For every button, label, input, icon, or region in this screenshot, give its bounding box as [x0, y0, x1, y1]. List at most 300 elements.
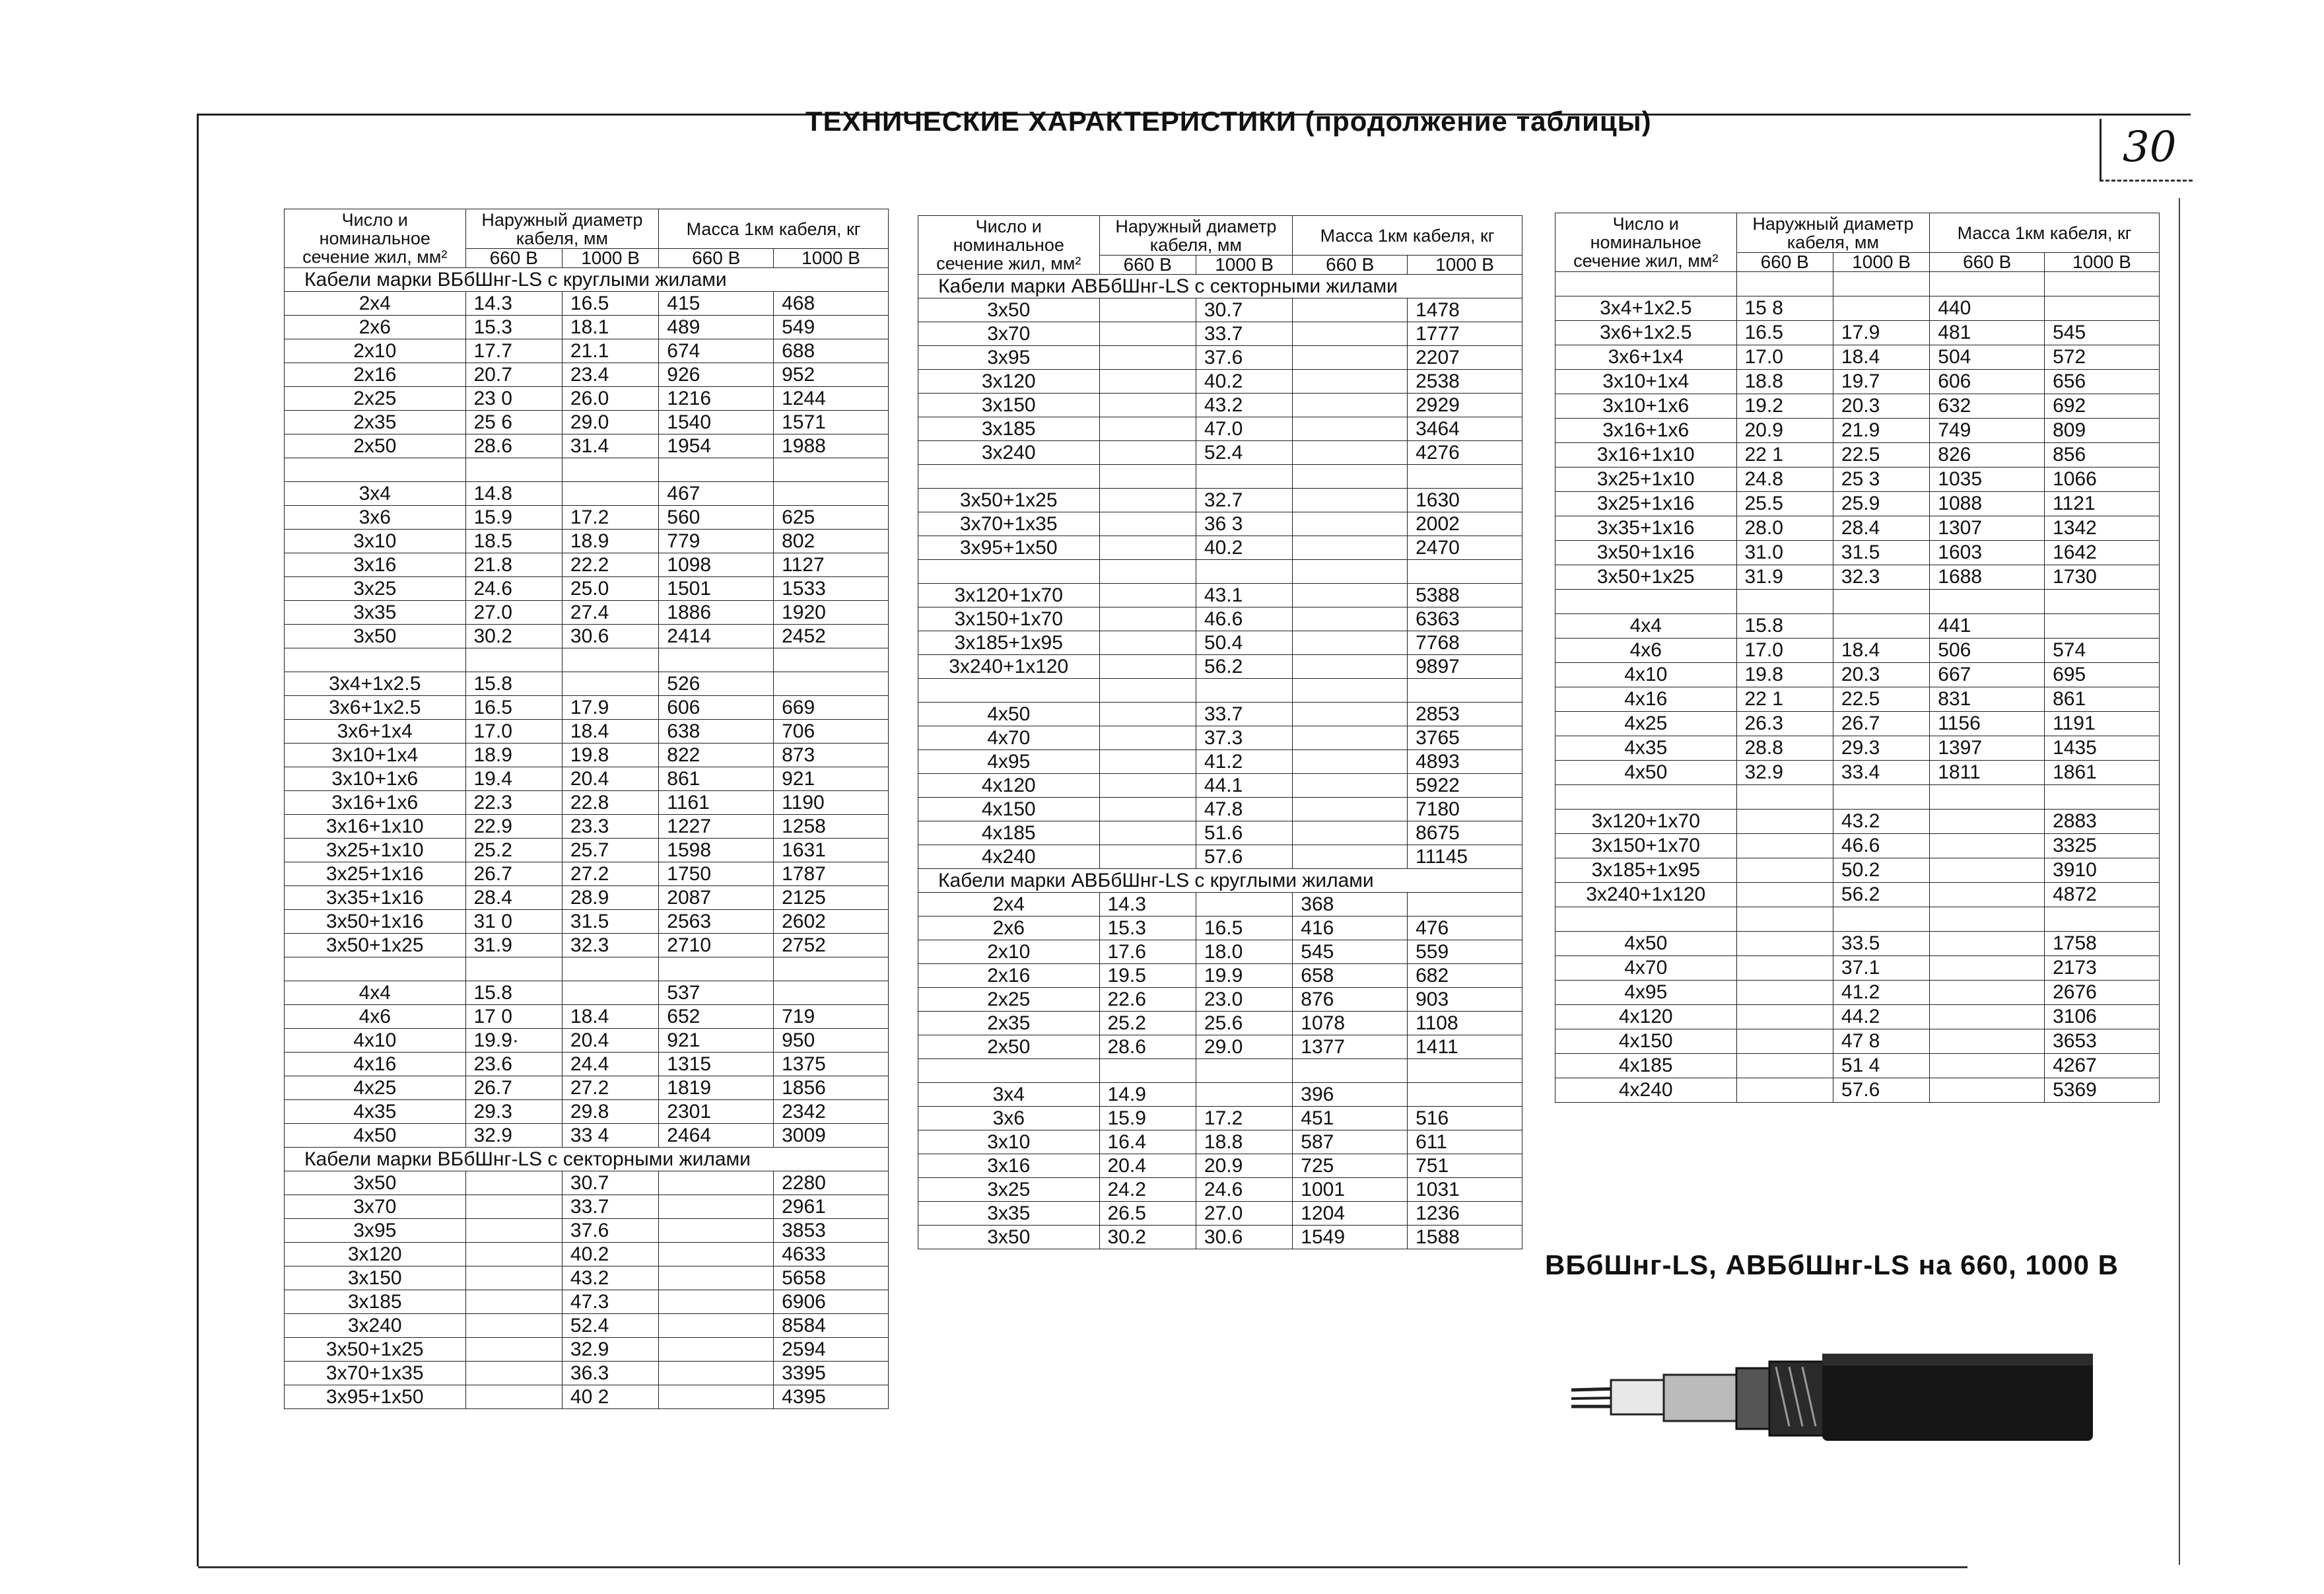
mass-1000-cell: 692: [2045, 394, 2160, 419]
cores-cell: 4x240: [918, 845, 1100, 869]
mass-660-cell: 545: [1293, 940, 1408, 964]
mass-660-cell: 1819: [659, 1076, 774, 1100]
table-row: [918, 298, 1522, 322]
cores-cell: 4x70: [1555, 956, 1737, 981]
mass-1000-cell: [2045, 614, 2160, 639]
table-row: [285, 1076, 889, 1100]
mass-660-cell: [1930, 907, 2045, 932]
diameter-660-cell: 17 0: [465, 1005, 562, 1029]
table-row: [285, 411, 889, 434]
mass-660-cell: 1501: [659, 577, 774, 601]
diameter-1000-cell: 25.9: [1833, 492, 1929, 516]
table-row: [1555, 516, 2160, 541]
mass-1000-cell: 2853: [1408, 703, 1522, 726]
diameter-660-cell: [1099, 322, 1196, 346]
diameter-1000-cell: 22.5: [1833, 687, 1929, 712]
mass-1000-cell: 809: [2045, 419, 2160, 443]
diameter-1000-cell: 17.9: [562, 696, 658, 720]
cores-cell: 2x6: [285, 316, 466, 339]
diameter-660-cell: 31.0: [1736, 541, 1833, 565]
diameter-1000-cell: 43.2: [1196, 394, 1292, 417]
table-row: [1555, 761, 2160, 785]
table-row: [1555, 932, 2160, 956]
mass-660-cell: 1315: [659, 1053, 774, 1076]
mass-660-cell: 1549: [1293, 1226, 1408, 1249]
header-voltage-660: 660 В: [659, 249, 774, 268]
diameter-1000-cell: 18.9: [562, 530, 658, 553]
mass-1000-cell: 4633: [774, 1243, 889, 1266]
diameter-660-cell: 22.3: [465, 791, 562, 815]
mass-660-cell: [1293, 1059, 1408, 1083]
table-row: [285, 862, 889, 886]
mass-660-cell: 1397: [1930, 736, 2045, 761]
mass-1000-cell: 751: [1408, 1154, 1522, 1178]
diameter-1000-cell: [1833, 614, 1929, 639]
mass-1000-cell: 574: [2045, 639, 2160, 663]
header-voltage-1000: 1000 В: [1196, 256, 1292, 275]
spec-table-left: [284, 209, 889, 1409]
mass-1000-cell: [774, 981, 889, 1005]
mass-660-cell: [659, 1195, 774, 1219]
cores-cell: 3x185: [918, 417, 1100, 441]
mass-660-cell: 2710: [659, 934, 774, 957]
mass-1000-cell: 572: [2045, 345, 2160, 370]
table-row: [918, 1154, 1522, 1178]
mass-660-cell: 1078: [1293, 1012, 1408, 1035]
cores-cell: [285, 458, 466, 482]
diameter-660-cell: 26.3: [1736, 712, 1833, 736]
diameter-660-cell: 23.6: [465, 1053, 562, 1076]
table-row: [918, 1083, 1522, 1107]
mass-660-cell: [1293, 298, 1408, 322]
mass-1000-cell: 9897: [1408, 655, 1522, 679]
table-row: [918, 1178, 1522, 1202]
mass-1000-cell: [1408, 679, 1522, 703]
table-row: [918, 655, 1522, 679]
diameter-660-cell: [465, 1338, 562, 1362]
table-row: [918, 512, 1522, 536]
diameter-1000-cell: 23.4: [562, 363, 658, 387]
mass-660-cell: [1293, 417, 1408, 441]
mass-660-cell: [1293, 703, 1408, 726]
mass-660-cell: 2563: [659, 910, 774, 934]
cores-cell: 3x4: [285, 482, 466, 506]
mass-660-cell: [659, 957, 774, 981]
diameter-660-cell: 19.5: [1099, 964, 1196, 988]
mass-660-cell: 779: [659, 530, 774, 553]
cores-cell: 4x35: [285, 1100, 466, 1124]
header-outer-diameter: Наружный диаметр кабеля, мм: [465, 209, 659, 249]
diameter-1000-cell: 29.8: [562, 1100, 658, 1124]
mass-1000-cell: 1642: [2045, 541, 2160, 565]
table-row: [918, 679, 1522, 703]
table-row: [285, 1171, 889, 1195]
mass-660-cell: 638: [659, 720, 774, 744]
header-voltage-660: 660 В: [1930, 253, 2045, 272]
diameter-660-cell: 20.4: [1099, 1154, 1196, 1178]
mass-660-cell: 441: [1930, 614, 2045, 639]
diameter-660-cell: 18.5: [465, 530, 562, 553]
cores-cell: 2x10: [918, 940, 1100, 964]
diameter-1000-cell: 47 8: [1833, 1029, 1929, 1054]
diameter-660-cell: [1736, 932, 1833, 956]
diameter-1000-cell: 46.6: [1833, 834, 1929, 858]
diameter-1000-cell: 33.4: [1833, 761, 1929, 785]
diameter-660-cell: 31.9: [465, 934, 562, 957]
diameter-1000-cell: 29.0: [1196, 1035, 1292, 1059]
cores-cell: 2x16: [918, 964, 1100, 988]
table-row: [285, 1362, 889, 1385]
mass-1000-cell: 3009: [774, 1124, 889, 1148]
mass-660-cell: 1001: [1293, 1178, 1408, 1202]
mass-1000-cell: 625: [774, 506, 889, 530]
mass-660-cell: [659, 648, 774, 672]
diameter-1000-cell: 28.9: [562, 886, 658, 910]
diameter-660-cell: [1736, 834, 1833, 858]
cores-cell: 3x10+1x4: [1555, 370, 1737, 394]
cores-cell: 4x50: [285, 1124, 466, 1148]
cores-cell: [918, 465, 1100, 489]
mass-1000-cell: 1777: [1408, 322, 1522, 346]
cores-cell: [918, 1059, 1100, 1083]
table-row: [285, 1266, 889, 1290]
page-title: ТЕХНИЧЕСКИЕ ХАРАКТЕРИСТИКИ (продолжение таблицы): [805, 106, 1652, 137]
cores-cell: 3x35: [918, 1202, 1100, 1226]
cores-cell: 2x35: [918, 1012, 1100, 1035]
cores-cell: 4x120: [918, 774, 1100, 798]
cores-cell: 4x16: [1555, 687, 1737, 712]
diameter-1000-cell: 47.0: [1196, 417, 1292, 441]
table-row: [918, 1226, 1522, 1249]
table-row: [918, 845, 1522, 869]
diameter-660-cell: [1099, 703, 1196, 726]
mass-660-cell: 606: [1930, 370, 2045, 394]
cores-cell: 3x70+1x35: [285, 1362, 466, 1385]
mass-1000-cell: 468: [774, 292, 889, 316]
cores-cell: 3x50+1x25: [285, 1338, 466, 1362]
mass-1000-cell: [774, 672, 889, 696]
diameter-660-cell: [465, 957, 562, 981]
mass-1000-cell: 1190: [774, 791, 889, 815]
mass-1000-cell: 1121: [2045, 492, 2160, 516]
mass-660-cell: 416: [1293, 917, 1408, 940]
mass-1000-cell: [774, 458, 889, 482]
cores-cell: 4x95: [1555, 981, 1737, 1005]
mass-1000-cell: 873: [774, 744, 889, 767]
mass-1000-cell: 1631: [774, 839, 889, 862]
diameter-660-cell: 17.0: [465, 720, 562, 744]
mass-1000-cell: 2280: [774, 1171, 889, 1195]
mass-1000-cell: 688: [774, 339, 889, 363]
table-row: [918, 1012, 1522, 1035]
diameter-1000-cell: 17.9: [1833, 321, 1929, 345]
diameter-660-cell: [465, 1385, 562, 1409]
cores-cell: 4x35: [1555, 736, 1737, 761]
table-row: [285, 625, 889, 648]
table-row: [918, 1130, 1522, 1154]
diameter-660-cell: [465, 648, 562, 672]
mass-1000-cell: 2002: [1408, 512, 1522, 536]
diameter-660-cell: 17.0: [1736, 639, 1833, 663]
diameter-660-cell: 22 1: [1736, 687, 1833, 712]
diameter-660-cell: 17.0: [1736, 345, 1833, 370]
diameter-1000-cell: 33.7: [1196, 322, 1292, 346]
mass-660-cell: 2464: [659, 1124, 774, 1148]
table-row: [918, 1202, 1522, 1226]
mass-660-cell: 921: [659, 1029, 774, 1053]
diameter-660-cell: 15 8: [1736, 296, 1833, 321]
cores-cell: 3x6+1x2.5: [285, 696, 466, 720]
mass-1000-cell: 921: [774, 767, 889, 791]
mass-1000-cell: 8675: [1408, 821, 1522, 845]
diameter-660-cell: 14.9: [1099, 1083, 1196, 1107]
mass-660-cell: [1930, 1005, 2045, 1029]
mass-660-cell: 1098: [659, 553, 774, 577]
table-row: [918, 441, 1522, 465]
diameter-1000-cell: 50.4: [1196, 631, 1292, 655]
diameter-1000-cell: 24.6: [1196, 1178, 1292, 1202]
mass-1000-cell: 2602: [774, 910, 889, 934]
diameter-660-cell: 19.4: [465, 767, 562, 791]
diameter-660-cell: 28.6: [465, 434, 562, 458]
mass-660-cell: 674: [659, 339, 774, 363]
mass-660-cell: [1293, 441, 1408, 465]
table-row: [918, 893, 1522, 917]
section-heading: Кабели марки ВБбШнг-LS с круглыми жилами: [285, 268, 889, 292]
diameter-660-cell: 24.2: [1099, 1178, 1196, 1202]
cores-cell: 3x4: [918, 1083, 1100, 1107]
diameter-660-cell: [1099, 584, 1196, 607]
diameter-1000-cell: 18.4: [562, 720, 658, 744]
table-row: [285, 1385, 889, 1409]
mass-1000-cell: 682: [1408, 964, 1522, 988]
diameter-1000-cell: 36.3: [562, 1362, 658, 1385]
table-row: [285, 506, 889, 530]
mass-1000-cell: [2045, 590, 2160, 614]
diameter-660-cell: [1736, 810, 1833, 834]
table-row: [285, 767, 889, 791]
mass-1000-cell: 516: [1408, 1107, 1522, 1130]
diameter-660-cell: 19.9·: [465, 1029, 562, 1053]
cores-cell: 2x4: [285, 292, 466, 316]
section-heading: Кабели марки АВБбШнг-LS с круглыми жилами: [918, 869, 1522, 893]
header-cores-section: Число и номинальное сечение жил, мм²: [1555, 213, 1737, 272]
diameter-1000-cell: 32.3: [562, 934, 658, 957]
diameter-1000-cell: 51.6: [1196, 821, 1292, 845]
cores-cell: 3x240+1x120: [918, 655, 1100, 679]
mass-1000-cell: 1375: [774, 1053, 889, 1076]
diameter-660-cell: 30.2: [1099, 1226, 1196, 1249]
header-voltage-1000: 1000 В: [2045, 253, 2160, 272]
mass-1000-cell: 1342: [2045, 516, 2160, 541]
mass-1000-cell: [1408, 465, 1522, 489]
table-row: [285, 339, 889, 363]
cable-illustration: [1571, 1327, 2113, 1453]
diameter-660-cell: [1099, 1059, 1196, 1083]
diameter-1000-cell: 18.4: [562, 1005, 658, 1029]
cores-cell: 3x240: [285, 1314, 466, 1338]
diameter-1000-cell: 21.1: [562, 339, 658, 363]
cores-cell: 3x185+1x95: [1555, 858, 1737, 883]
table-row: [285, 1100, 889, 1124]
diameter-1000-cell: 25.6: [1196, 1012, 1292, 1035]
mass-660-cell: 368: [1293, 893, 1408, 917]
mass-660-cell: 1227: [659, 815, 774, 839]
table-row: [285, 981, 889, 1005]
cores-cell: 2x25: [918, 988, 1100, 1012]
cores-cell: 2x50: [918, 1035, 1100, 1059]
table-row: [1555, 712, 2160, 736]
diameter-1000-cell: 37.6: [1196, 346, 1292, 370]
diameter-660-cell: [465, 458, 562, 482]
table-row: [285, 530, 889, 553]
diameter-1000-cell: 47.3: [562, 1290, 658, 1314]
mass-1000-cell: 952: [774, 363, 889, 387]
cores-cell: [1555, 272, 1737, 296]
diameter-660-cell: [465, 1243, 562, 1266]
mass-1000-cell: 2929: [1408, 394, 1522, 417]
diameter-1000-cell: 21.9: [1833, 419, 1929, 443]
table-row: [1555, 590, 2160, 614]
table-row: [1555, 956, 2160, 981]
mass-1000-cell: 2173: [2045, 956, 2160, 981]
diameter-1000-cell: 33.5: [1833, 932, 1929, 956]
diameter-1000-cell: 20.3: [1833, 394, 1929, 419]
diameter-1000-cell: 20.4: [562, 767, 658, 791]
cores-cell: 3x6+1x2.5: [1555, 321, 1737, 345]
spec-table-middle: [918, 215, 1522, 1249]
cores-cell: 3x6: [285, 506, 466, 530]
header-mass: Масса 1км кабеля, кг: [1293, 216, 1522, 256]
cores-cell: 3x6+1x4: [1555, 345, 1737, 370]
mass-1000-cell: [774, 648, 889, 672]
table-row: [285, 1243, 889, 1266]
diameter-1000-cell: 32.3: [1833, 565, 1929, 590]
mass-660-cell: [659, 1243, 774, 1266]
mass-1000-cell: 706: [774, 720, 889, 744]
table-row: [285, 363, 889, 387]
table-row: [285, 482, 889, 506]
diameter-1000-cell: 18.0: [1196, 940, 1292, 964]
mass-660-cell: [1293, 750, 1408, 774]
table-row: [285, 1338, 889, 1362]
diameter-660-cell: [465, 1266, 562, 1290]
diameter-660-cell: 15.8: [465, 672, 562, 696]
diameter-1000-cell: 18.8: [1196, 1130, 1292, 1154]
mass-1000-cell: 476: [1408, 917, 1522, 940]
mass-660-cell: 481: [1930, 321, 2045, 345]
diameter-660-cell: 31.9: [1736, 565, 1833, 590]
mass-1000-cell: 3910: [2045, 858, 2160, 883]
cores-cell: 3x120: [285, 1243, 466, 1266]
mass-1000-cell: 950: [774, 1029, 889, 1053]
cores-cell: 3x120+1x70: [918, 584, 1100, 607]
diameter-660-cell: [1099, 346, 1196, 370]
cores-cell: 3x25+1x16: [1555, 492, 1737, 516]
mass-1000-cell: 2470: [1408, 536, 1522, 560]
cores-cell: 3x10: [918, 1130, 1100, 1154]
mass-1000-cell: 611: [1408, 1130, 1522, 1154]
mass-1000-cell: 2452: [774, 625, 889, 648]
mass-1000-cell: 6363: [1408, 607, 1522, 631]
mass-1000-cell: 861: [2045, 687, 2160, 712]
diameter-660-cell: [465, 1290, 562, 1314]
mass-1000-cell: 5922: [1408, 774, 1522, 798]
diameter-660-cell: 16.4: [1099, 1130, 1196, 1154]
cores-cell: 3x150+1x70: [1555, 834, 1737, 858]
diameter-1000-cell: 37.1: [1833, 956, 1929, 981]
diameter-660-cell: [1099, 726, 1196, 750]
diameter-1000-cell: 20.9: [1196, 1154, 1292, 1178]
cores-cell: [1555, 785, 1737, 810]
mass-660-cell: 1204: [1293, 1202, 1408, 1226]
cores-cell: 3x50+1x16: [1555, 541, 1737, 565]
diameter-1000-cell: 17.2: [562, 506, 658, 530]
diameter-660-cell: [1736, 272, 1833, 296]
mass-1000-cell: 1571: [774, 411, 889, 434]
mass-660-cell: [1930, 858, 2045, 883]
table-row: [1555, 321, 2160, 345]
mass-1000-cell: 802: [774, 530, 889, 553]
cores-cell: 3x16+1x6: [285, 791, 466, 815]
mass-1000-cell: 2125: [774, 886, 889, 910]
mass-1000-cell: 4872: [2045, 883, 2160, 907]
diameter-660-cell: [465, 1362, 562, 1385]
mass-660-cell: 1156: [1930, 712, 2045, 736]
table-row: [1555, 663, 2160, 687]
table-row: [1555, 419, 2160, 443]
mass-1000-cell: 856: [2045, 443, 2160, 468]
diameter-1000-cell: 26.0: [562, 387, 658, 411]
section-heading: Кабели марки ВБбШнг-LS с секторными жилами: [285, 1148, 889, 1171]
table-row: [285, 815, 889, 839]
mass-660-cell: 1954: [659, 434, 774, 458]
mass-660-cell: [1930, 590, 2045, 614]
diameter-660-cell: 14.8: [465, 482, 562, 506]
diameter-660-cell: [1736, 1029, 1833, 1054]
table-row: [918, 1107, 1522, 1130]
diameter-660-cell: [465, 1219, 562, 1243]
cores-cell: 3x70: [285, 1195, 466, 1219]
diameter-1000-cell: 30.6: [1196, 1226, 1292, 1249]
mass-660-cell: 2087: [659, 886, 774, 910]
diameter-660-cell: 24.8: [1736, 468, 1833, 492]
header-cores-section: Число и номинальное сечение жил, мм²: [285, 209, 466, 268]
mass-660-cell: 1377: [1293, 1035, 1408, 1059]
cores-cell: 3x50: [285, 625, 466, 648]
mass-660-cell: 1886: [659, 601, 774, 625]
mass-1000-cell: 1411: [1408, 1035, 1522, 1059]
diameter-1000-cell: 23.0: [1196, 988, 1292, 1012]
cores-cell: 3x50+1x25: [1555, 565, 1737, 590]
diameter-660-cell: 22.9: [465, 815, 562, 839]
cores-cell: 2x35: [285, 411, 466, 434]
table-row: [285, 934, 889, 957]
mass-1000-cell: [2045, 272, 2160, 296]
table-row: [918, 275, 1522, 298]
diameter-660-cell: 28.4: [465, 886, 562, 910]
cores-cell: 4x185: [918, 821, 1100, 845]
diameter-1000-cell: 37.3: [1196, 726, 1292, 750]
diameter-660-cell: 18.8: [1736, 370, 1833, 394]
diameter-1000-cell: 22.5: [1833, 443, 1929, 468]
diameter-660-cell: [1099, 774, 1196, 798]
header-voltage-660: 660 В: [1099, 256, 1196, 275]
table-row: [1555, 272, 2160, 296]
mass-660-cell: 1307: [1930, 516, 2045, 541]
diameter-660-cell: [1736, 907, 1833, 932]
diameter-1000-cell: [1196, 679, 1292, 703]
